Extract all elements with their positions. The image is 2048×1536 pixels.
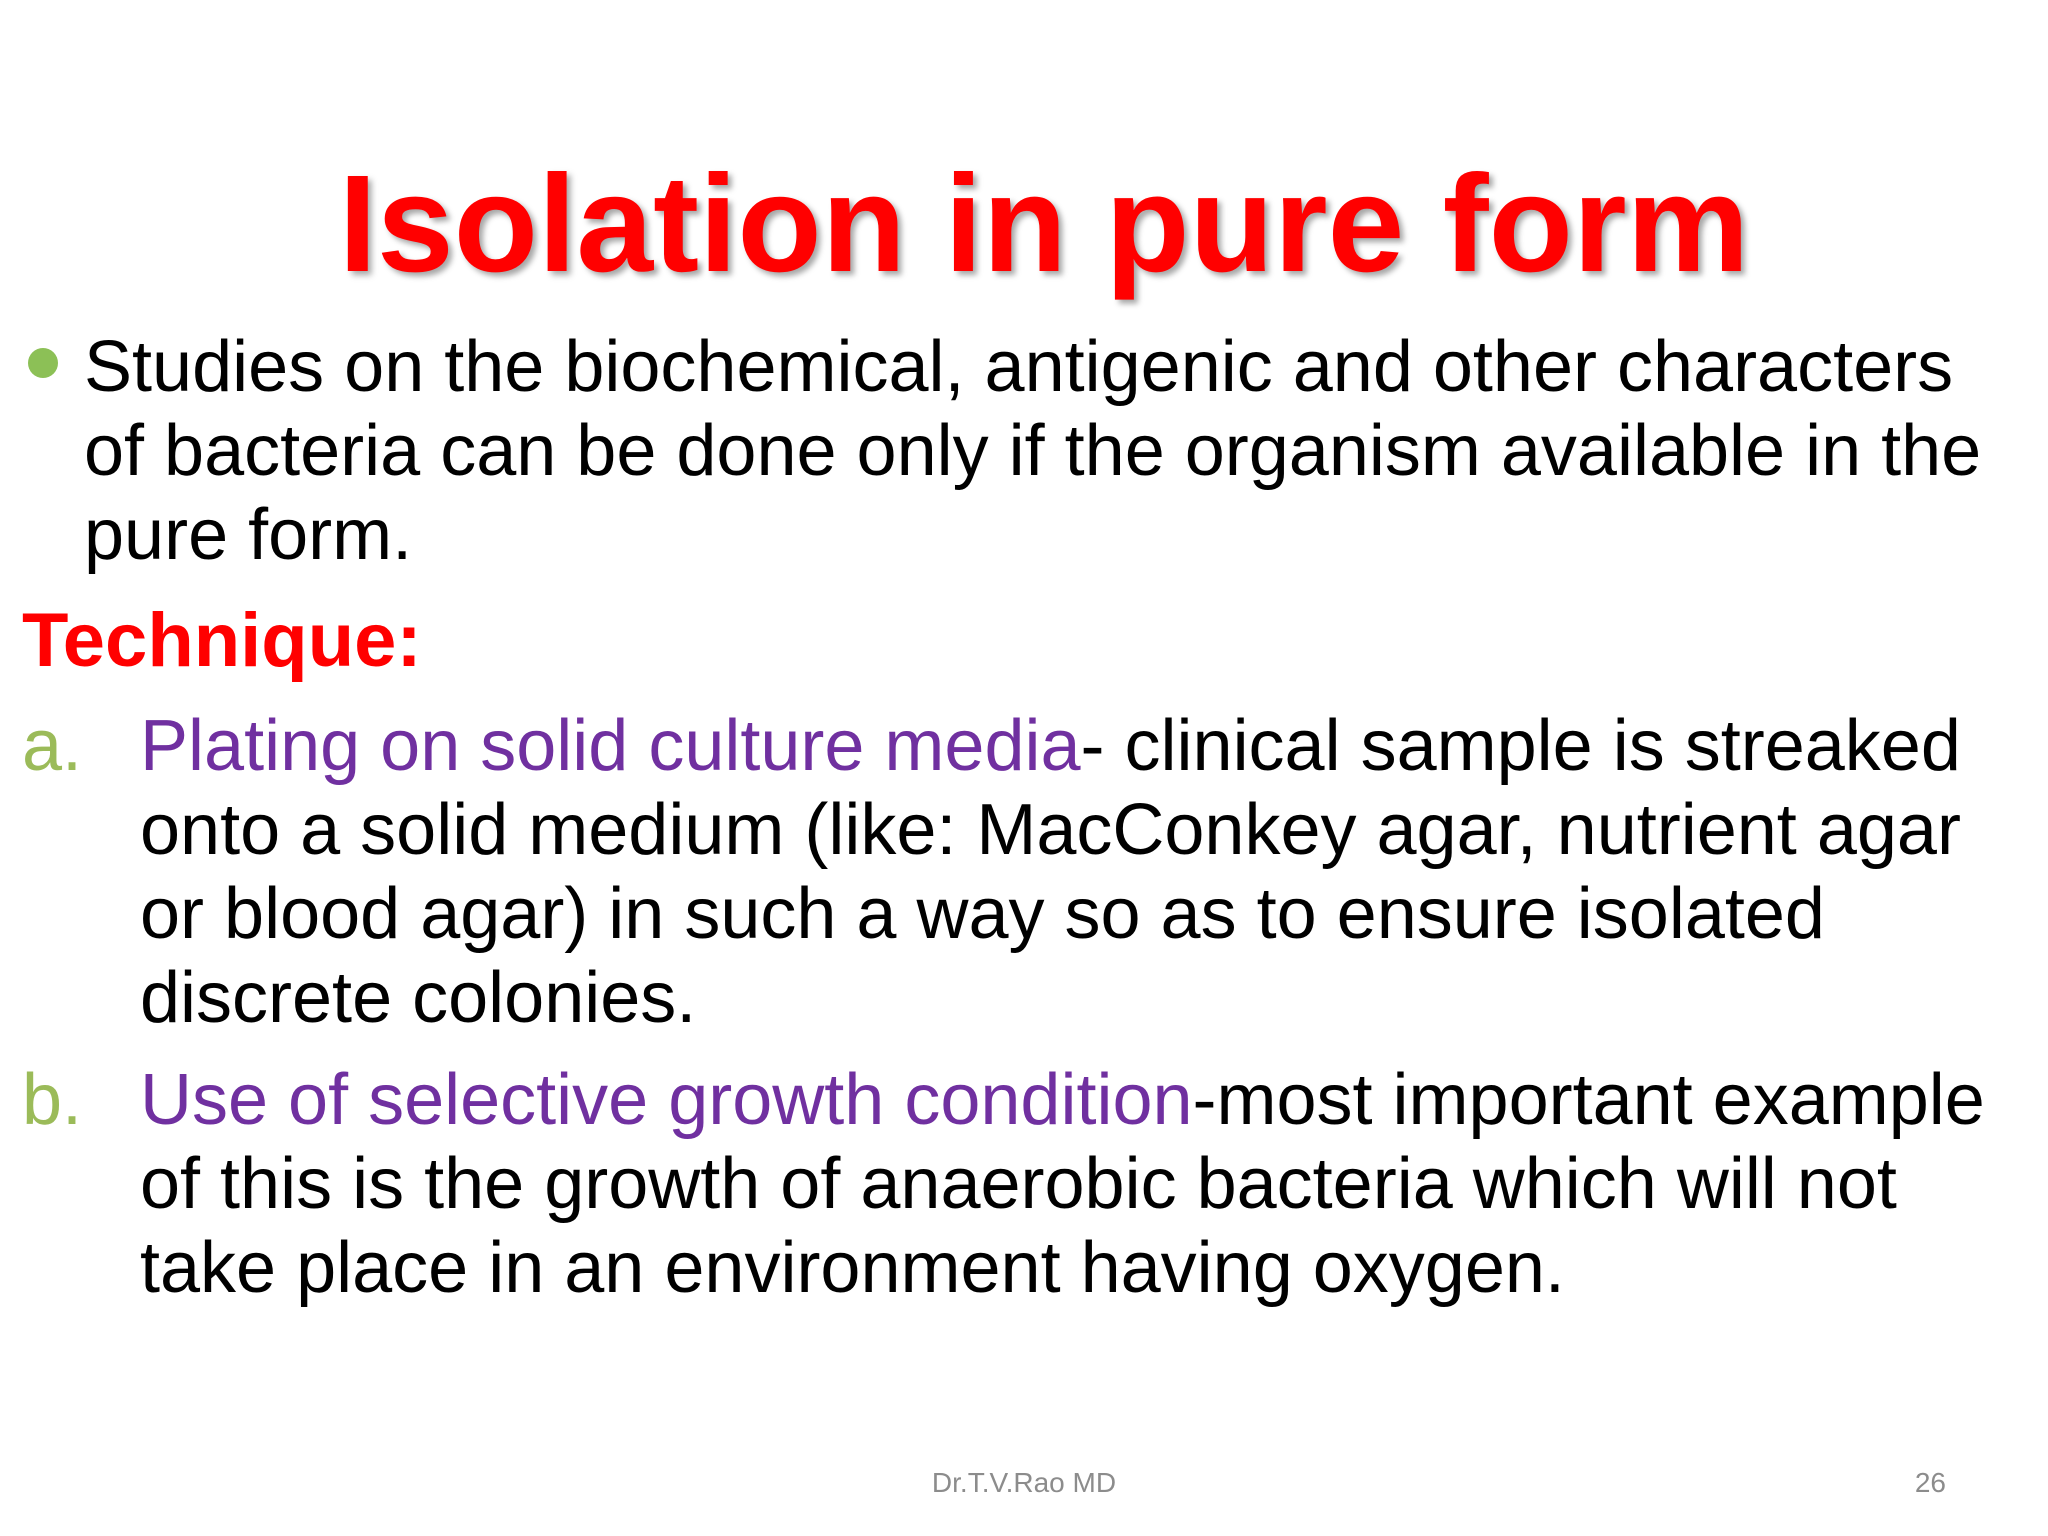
list-item-body <box>140 1058 2012 1310</box>
list-item-b <box>22 1058 2012 1310</box>
bullet-text: Studies on the biochemical, antigenic and other characters of bacteria can be done only if the organism available in the pure form. <box>84 327 1982 575</box>
list-item-text: -most important example of this is the growth of anaerobic bacteria which will not take place in an environment having oxygen. <box>140 1060 1985 1308</box>
footer-author: Dr.T.V.Rao MD <box>931 1467 1117 1498</box>
technique-heading: Technique: <box>22 598 422 683</box>
bullet-point <box>24 325 2014 577</box>
list-item-text: - clinical sample is streaked onto a solid medium (like: MacConkey agar, nutrient agar or blood agar) in such a way so as to ensure isolated discrete colonies. <box>140 706 1961 1038</box>
slide-title: Isolation in pure form <box>338 147 1750 301</box>
list-item-a <box>22 704 2012 1040</box>
list-item-body <box>140 704 2012 1040</box>
list-marker: b. <box>22 1060 83 1140</box>
bullet-dot-icon <box>28 348 58 378</box>
list-marker: a. <box>22 706 83 786</box>
list-item-lead: Use of selective growth condition <box>140 1060 1193 1140</box>
page-number: 26 <box>1914 1467 1946 1498</box>
list-item-lead: Plating on solid culture media <box>140 706 1081 786</box>
